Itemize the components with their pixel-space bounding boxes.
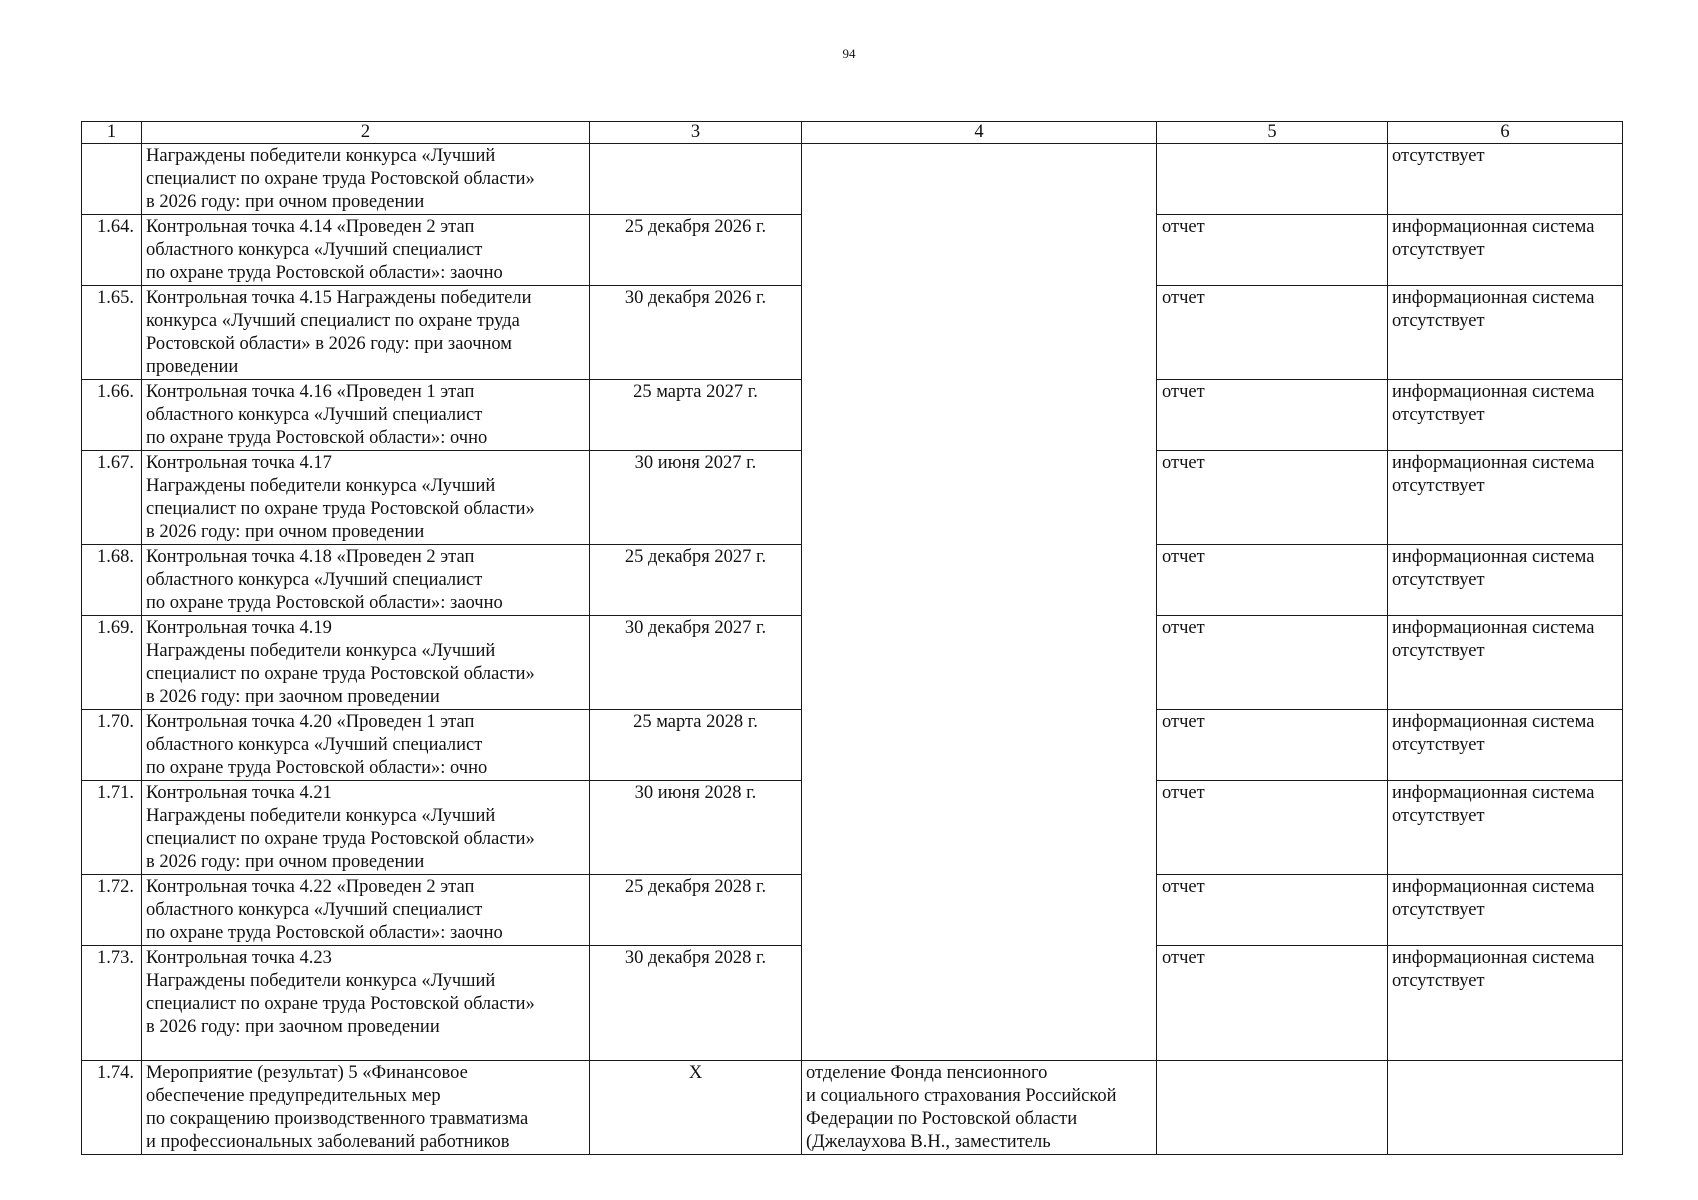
table-row [82, 1061, 1623, 1155]
row-number: 1.72. [82, 875, 142, 946]
row-document: отчет [1157, 380, 1388, 451]
row-number: 1.69. [82, 616, 142, 710]
row-document [1157, 144, 1388, 215]
row-document: отчет [1157, 616, 1388, 710]
row-description: Контрольная точка 4.17 Награждены победители конкурса «Лучший специалист по охране труда Ростовской области» в 2026 году: при очном проведении [142, 451, 590, 545]
row-date: 30 декабря 2027 г. [590, 616, 802, 710]
row-document: отчет [1157, 286, 1388, 380]
header-cell-3: 3 [590, 122, 802, 144]
row-description: Контрольная точка 4.20 «Проведен 1 этап областного конкурса «Лучший специалист по охране труда Ростовской области»: очно [142, 710, 590, 781]
row-document: отчет [1157, 946, 1388, 1061]
row-responsible [802, 144, 1157, 1061]
row-number [82, 144, 142, 215]
row-description: Контрольная точка 4.15 Награждены победители конкурса «Лучший специалист по охране труда Ростовской области» в 2026 году: при заочном проведении [142, 286, 590, 380]
row-info-system: информационная система отсутствует [1388, 286, 1623, 380]
row-date: 25 марта 2027 г. [590, 380, 802, 451]
row-document [1157, 1061, 1388, 1155]
row-number: 1.66. [82, 380, 142, 451]
row-number: 1.70. [82, 710, 142, 781]
row-number: 1.65. [82, 286, 142, 380]
row-info-system: отсутствует [1388, 144, 1623, 215]
row-date [590, 144, 802, 215]
row-info-system: информационная система отсутствует [1388, 875, 1623, 946]
row-info-system: информационная система отсутствует [1388, 451, 1623, 545]
row-info-system: информационная система отсутствует [1388, 215, 1623, 286]
row-date: 25 декабря 2027 г. [590, 545, 802, 616]
header-row [82, 122, 1623, 144]
row-date: 25 декабря 2026 г. [590, 215, 802, 286]
row-document: отчет [1157, 545, 1388, 616]
row-description: Мероприятие (результат) 5 «Финансовое обеспечение предупредительных мер по сокращению производственного травматизма и профессиональных заболеваний работников [142, 1061, 590, 1155]
row-number: 1.73. [82, 946, 142, 1061]
row-date: 25 марта 2028 г. [590, 710, 802, 781]
row-date: 30 июня 2028 г. [590, 781, 802, 875]
row-description: Награждены победители конкурса «Лучший специалист по охране труда Ростовской области» в 2026 году: при очном проведении [142, 144, 590, 215]
header-cell-2: 2 [142, 122, 590, 144]
row-date: X [590, 1061, 802, 1155]
row-info-system: информационная система отсутствует [1388, 380, 1623, 451]
row-number: 1.64. [82, 215, 142, 286]
row-number: 1.67. [82, 451, 142, 545]
row-document: отчет [1157, 215, 1388, 286]
row-date: 30 июня 2027 г. [590, 451, 802, 545]
row-info-system: информационная система отсутствует [1388, 946, 1623, 1061]
header-cell-5: 5 [1157, 122, 1388, 144]
row-description: Контрольная точка 4.19 Награждены победители конкурса «Лучший специалист по охране труда Ростовской области» в 2026 году: при заочном проведении [142, 616, 590, 710]
header-cell-6: 6 [1388, 122, 1623, 144]
row-info-system [1388, 1061, 1623, 1155]
row-info-system: информационная система отсутствует [1388, 781, 1623, 875]
row-description: Контрольная точка 4.21 Награждены победители конкурса «Лучший специалист по охране труда Ростовской области» в 2026 году: при очном проведении [142, 781, 590, 875]
row-document: отчет [1157, 451, 1388, 545]
header-cell-4: 4 [802, 122, 1157, 144]
row-info-system: информационная система отсутствует [1388, 616, 1623, 710]
row-description: Контрольная точка 4.18 «Проведен 2 этап областного конкурса «Лучший специалист по охране труда Ростовской области»: заочно [142, 545, 590, 616]
row-number: 1.68. [82, 545, 142, 616]
row-info-system: информационная система отсутствует [1388, 545, 1623, 616]
row-description: Контрольная точка 4.23 Награждены победители конкурса «Лучший специалист по охране труда Ростовской области» в 2026 году: при заочном проведении [142, 946, 590, 1061]
row-number: 1.71. [82, 781, 142, 875]
row-document: отчет [1157, 781, 1388, 875]
row-date: 30 декабря 2028 г. [590, 946, 802, 1061]
row-info-system: информационная система отсутствует [1388, 710, 1623, 781]
row-responsible: отделение Фонда пенсионного и социального страхования Российской Федерации по Ростовской области (Джелаухова В.Н., заместитель [802, 1061, 1157, 1155]
row-number: 1.74. [82, 1061, 142, 1155]
plan-table [81, 121, 1623, 1155]
page-number: 94 [842, 46, 856, 61]
header-cell-1: 1 [82, 122, 142, 144]
row-document: отчет [1157, 875, 1388, 946]
row-description: Контрольная точка 4.22 «Проведен 2 этап областного конкурса «Лучший специалист по охране труда Ростовской области»: заочно [142, 875, 590, 946]
row-document: отчет [1157, 710, 1388, 781]
row-description: Контрольная точка 4.16 «Проведен 1 этап областного конкурса «Лучший специалист по охране труда Ростовской области»: очно [142, 380, 590, 451]
table-row [82, 144, 1623, 215]
row-date: 25 декабря 2028 г. [590, 875, 802, 946]
row-date: 30 декабря 2026 г. [590, 286, 802, 380]
row-description: Контрольная точка 4.14 «Проведен 2 этап областного конкурса «Лучший специалист по охране труда Ростовской области»: заочно [142, 215, 590, 286]
